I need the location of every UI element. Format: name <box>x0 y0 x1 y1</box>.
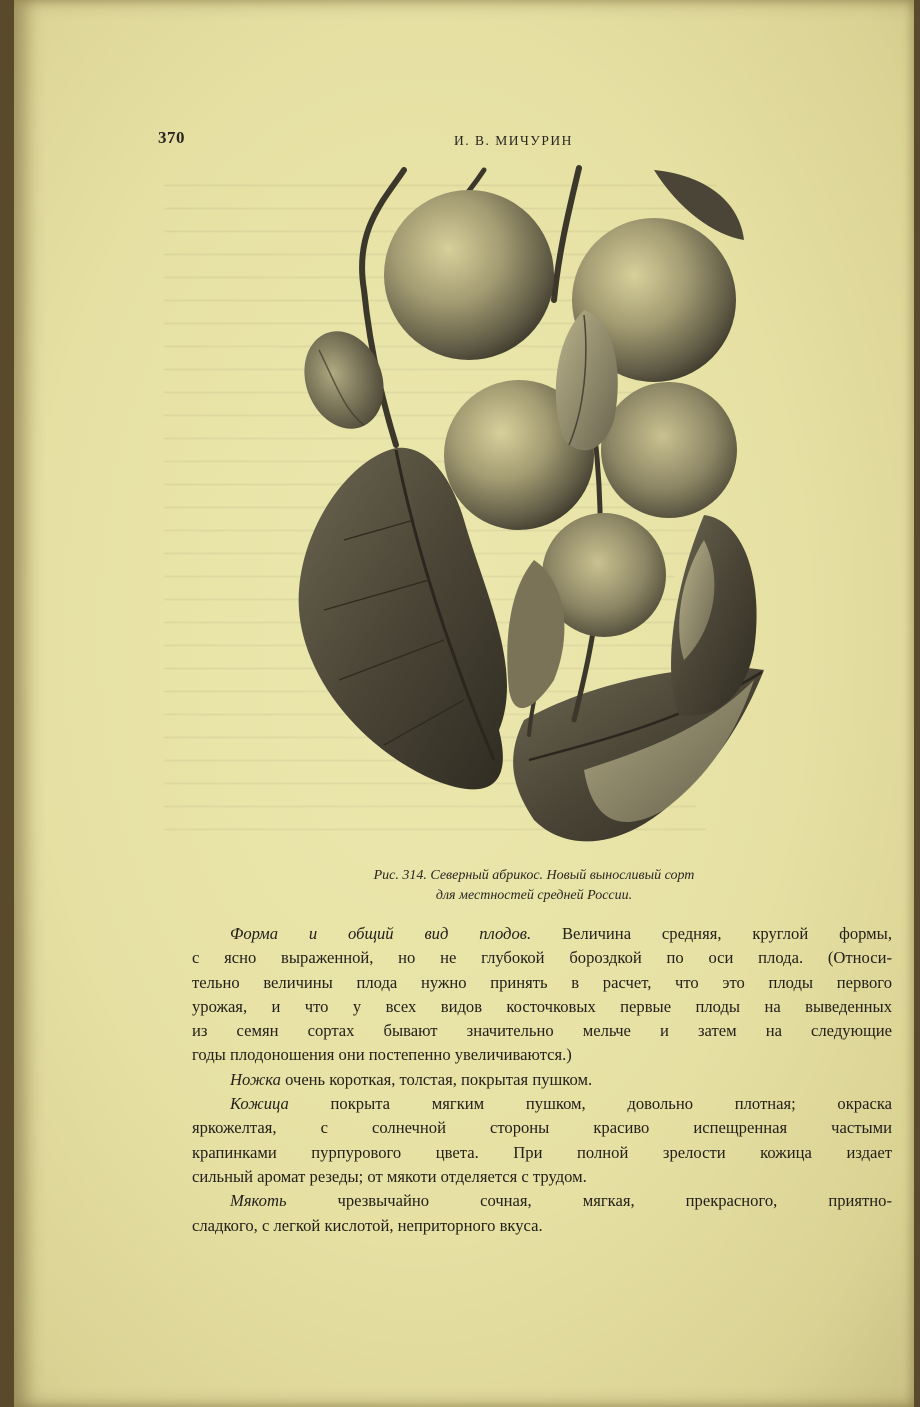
text-line: урожая, и что у всех видов косточковых первые плоды на выведенных <box>192 996 892 1016</box>
book-page <box>14 0 914 1407</box>
text-line: сильный аромат резеды; от мякоти отделяется с трудом. <box>192 1166 587 1186</box>
caption-line-2: для местностей средней России. <box>435 888 633 903</box>
text-line: яркожелтая, с солнечной стороны красиво испещренная частыми <box>192 1118 892 1138</box>
running-head: И. В. МИЧУРИН <box>454 133 573 148</box>
text-line: годы плодоношения они постепенно увеличиваются.) <box>192 1045 572 1065</box>
paragraph-form: Форма и общий вид плодов. Величина средняя, круглой формы, <box>230 924 892 943</box>
text-line: с ясно выраженной, но не глубокой бороздкой по оси плода. (Относи- <box>192 948 892 968</box>
body-text <box>192 922 892 1238</box>
page-number: 370 <box>158 128 185 147</box>
paragraph-skin: Кожица покрыта мягким пушком, довольно плотная; окраска <box>230 1094 892 1114</box>
apricot-pit <box>291 320 397 440</box>
text-line: из семян сортах бывают значительно мельче и затем на следующие <box>192 1021 892 1041</box>
apricot-illustration <box>284 160 784 860</box>
apricot-fruit-middle-right <box>601 382 737 518</box>
apricot-fruit-top-left <box>384 190 554 360</box>
term-skin: Кожица <box>230 1094 289 1114</box>
text-line: тельно величины плода нужно принять в расчет, что это плоды первого <box>192 972 892 992</box>
show-through-text: ──────────────────────────────────────────────────── ──────────────────────────────────────────────── ────────────────────────────────────────────────── ─────────────────────────────────────────────────── ──────────────────────────────────────────────── ──────────────────────────────────────────────── ────────────────────────────────────────────────── ─────────────────────────────────────────────────── <box>164 178 717 838</box>
text-line: сладкого, с легкой кислотой, неприторного вкуса. <box>192 1215 543 1235</box>
text-line: крапинками пурпурового цвета. При полной зрелости кожица издает <box>192 1142 892 1162</box>
caption-line-1: Рис. 314. Северный абрикос. Новый выносливый сорт <box>373 868 695 883</box>
paragraph-flesh: Мякоть чрезвычайно сочная, мягкая, прекрасного, приятно- <box>230 1191 892 1211</box>
figure-caption <box>284 866 784 906</box>
term-flesh: Мякоть <box>230 1191 287 1211</box>
term-stalk: Ножка <box>230 1069 281 1089</box>
paragraph-stalk: Ножка очень короткая, толстая, покрытая пушком. <box>230 1069 593 1089</box>
term-form: Форма и общий вид плодов. <box>230 924 532 943</box>
